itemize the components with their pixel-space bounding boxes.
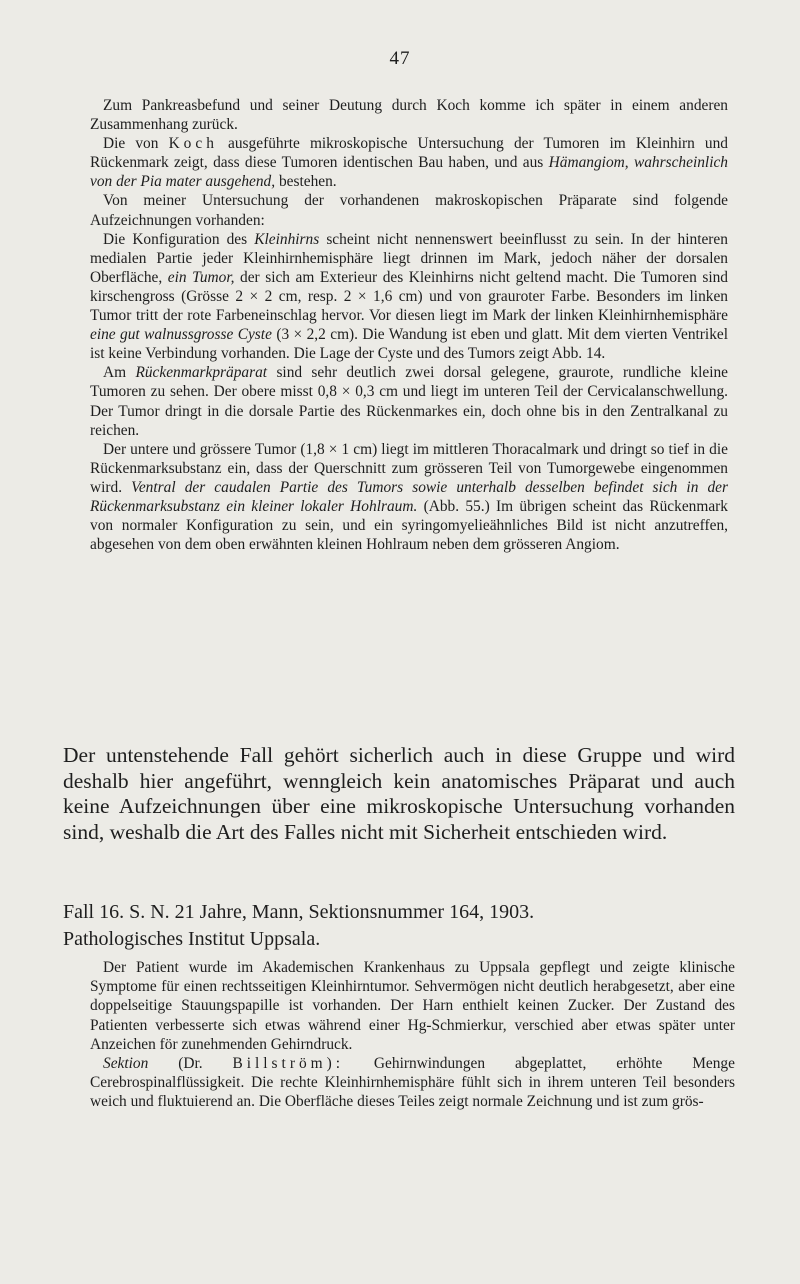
italic-diagnosis: Hämangiom, wahrscheinlich von der Pia mater ausgehend, <box>90 154 729 191</box>
italic-term: Kleinhirns <box>254 230 320 248</box>
text-segment: Gehirnwindungen abgeplattet, erhöhte Menge Cerebrospinalflüssigkeit. Die rechte Kleinhirnhemisphäre fühlt sich in ihrem unteren Teil besonders weich und fluktuierend an. Die Oberfläche dieses Teiles zeigt normale Zeichnung und ist zum grös- <box>90 1055 735 1111</box>
paragraph-koch-examination <box>90 134 728 191</box>
text-segment: (Dr. <box>178 1055 203 1073</box>
italic-finding: Ventral der caudalen Partie des Tumors sowie unterhalb desselben befindet sich in der Rückenmarksubstanz ein kleiner lokaler Hohlraum. <box>90 478 728 515</box>
author-name: Billström): <box>232 1055 345 1073</box>
page-number: 47 <box>389 48 411 69</box>
italic-term: Rückenmarkpräparat <box>135 364 268 382</box>
paragraph-own-examination: Von meiner Untersuchung der vorhandenen makroskopischen Präparate sind folgende Aufzeichnungen vorhanden: <box>90 192 728 229</box>
paragraph-section <box>90 1054 735 1112</box>
text-segment: der sich am Exterieur des Kleinhirns nicht geltend macht. Die Tumoren sind kirschengross (Grösse 2 × 2 cm, resp. 2 × 1,6 cm) und von grauroter Farbe. Besonders im linken Tumor tritt der rote Farbeneinschlag hervor. Vor diesen liegt im Mark der linken Kleinhirnhemisphäre <box>90 268 728 325</box>
text-segment: (Abb. 55.) Im übrigen scheint das Rückenmark von normaler Konfiguration zu sein, und ein syringomyelieähnliches Bild ist nicht anzutreffen, abgesehen von dem oben erwähnten kleinen Hohlraum neben dem grösseren Angiom. <box>90 497 728 554</box>
italic-term: eine gut walnussgrosse Cyste <box>90 326 272 344</box>
case-heading-line: Fall 16. S. N. 21 Jahre, Mann, Sektionsnummer 164, 1903. <box>63 901 535 923</box>
paragraph-pancreas: Zum Pankreasbefund und seiner Deutung durch Koch komme ich später in einem anderen Zusammenhang zurück. <box>90 97 728 134</box>
text-segment: Die von <box>103 135 159 153</box>
text-segment: scheint nicht nennenswert beeinflusst zu sein. In der hinteren medialen Partie jeder Kleinhirnhemisphäre liegt drinnen im Mark, jedoch näher der dorsalen Oberfläche, <box>90 230 728 286</box>
text-segment: Der untere und grössere Tumor (1,8 × 1 cm) liegt im mittleren Thoracalmark und dringt so tief in die Rückenmarksubstanz ein, dass der Querschnitt zum grösseren Teil von Tumorgewebe eingenommen wird. <box>90 440 728 496</box>
paragraph-clinical-history: Der Patient wurde im Akademischen Krankenhaus zu Uppsala gepflegt und zeigte klinische Symptome für einen rechtsseitigen Kleinhirntumor. Sehvermögen nicht deutlich herabgesetzt, aber eine doppelseitige Stauungspapille ist vorhanden. Der Harn enthielt keinen Zucker. Der Zustand des Patienten verbesserte sich etwas während einer Hg-Schmierkur, verschied aber etwas später unter Anzeichen för zunehmenden Gehirndruck. <box>90 959 735 1053</box>
main-body-text <box>90 96 728 554</box>
text-segment: bestehen. <box>278 173 337 191</box>
italic-term: Sektion <box>103 1055 149 1073</box>
paragraph-cerebellum <box>90 230 728 364</box>
author-name: Koch <box>168 135 218 153</box>
text-segment: sind sehr deutlich zwei dorsal gelegene, graurote, rundliche kleine Tumoren zu sehen. Der obere misst 0,8 × 0,3 cm und liegt im unteren Teil der Cervicalanschwellung. Der Tumor dringt in die dorsale Partie des Rückenmarkes ein, doch ohne bis in den Zentralkanal zu reichen. <box>90 364 729 439</box>
text-segment: Am <box>103 364 127 382</box>
paragraph-spinal-cord <box>90 363 728 439</box>
text-segment: Die Konfiguration des <box>103 230 248 248</box>
case-body-text <box>90 958 735 1112</box>
summary-paragraph: Der untenstehende Fall gehört sicherlich auch in diese Gruppe und wird deshalb hier angeführt, wenngleich kein anatomisches Präparat und auch keine Aufzeichnungen über eine mikroskopische Untersuchung vorhanden sind, weshalb die Art des Falles nicht mit Sicherheit entschieden wird. <box>63 743 735 844</box>
text-segment: ausgeführte mikroskopische Untersuchung der Tumoren im Kleinhirn und Rückenmark zeigt, dass diese Tumoren identischen Bau haben, und aus <box>90 135 729 172</box>
case-heading-line: Pathologisches Institut Uppsala. <box>63 928 321 950</box>
summary-text <box>63 743 735 845</box>
italic-term: ein Tumor, <box>167 268 235 286</box>
paragraph-lower-tumor <box>90 440 728 555</box>
text-segment: (3 × 2,2 cm). Die Wandung ist eben und glatt. Mit dem vierten Ventrikel ist keine Verbindung vorhanden. Die Lage der Cyste und des Tumors zeigt Abb. 14. <box>90 326 728 363</box>
case-heading <box>63 899 735 953</box>
